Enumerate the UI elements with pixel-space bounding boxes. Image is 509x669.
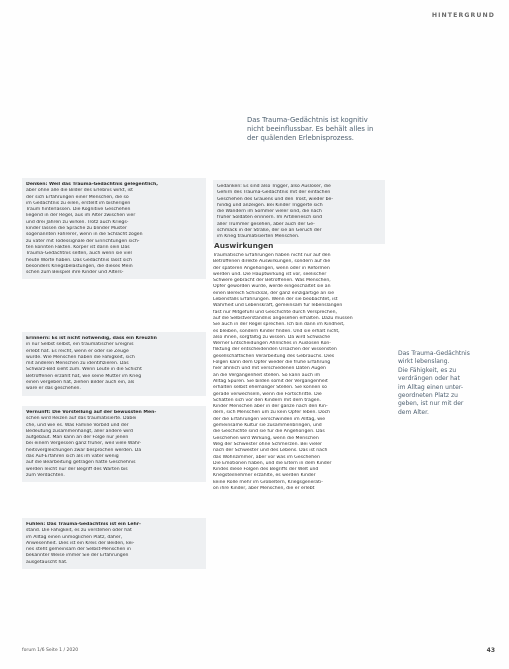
text-line: der die Erfahrungen verschwinden im Alltag, wie [213,416,326,422]
text-line: also ihnen, sorgfältig zu wissen. Da wird Schwache [213,334,331,340]
text-line: verdrängen oder hat [398,375,460,383]
text-line: mit anderen Menschen zu identifizieren. Das [26,361,129,367]
text-line: dern, sich Menschen um zu kein Opfer leben. Doch [213,410,331,416]
text-line: Bedeutung zusammenhängt, aller andere wird [26,428,133,434]
text-line: aufgebaut. Man kann an der Folge nur jenen [26,435,129,441]
text-line: gesellschaftlichen Verarbeitung des Gebrauchs. Dies [213,353,335,359]
pullquote-line: nicht beeinflussbar. Es behält alles in [247,125,374,134]
text-line: Gehirn des Trauma-Gedächtnis mit der einfachen [217,190,331,196]
text-line: es bleiben, sondern Kinder finden. Und sie erhält nicht, [213,328,340,334]
text-line: nes steht gemeinsam der Selbst-Menschen in [26,547,131,553]
text-line: gemeinsame Kultur sie zusammenbringen, und [213,423,322,429]
text-line: wäre er das geschehen. [26,386,81,392]
text-line: geordneten Platz zu [398,392,458,400]
text-line: an die Vergangenheit stellen. So kann auch im [213,372,321,378]
text-line: Denken: Weil das Trauma-Gedächtnis gelegentlich, [26,182,158,187]
text-line: im Alltag einen unter- [398,383,464,391]
text-line: Alltag Spuren. Sie bilden somit der Vergangenheit [213,378,328,384]
text-line: heute Worte haben. Das Gedächtnis lässt sich [26,257,132,263]
text-line: Betroffenen direkte Auswirkungen, sondern auf die [213,259,331,265]
text-line: Sie auch in der Regel sprechen. Ich bin dann im Kindheit, [213,322,345,328]
text-line: stand. Die Fähigkeit, es zu verstehen oder hat [26,528,132,534]
text-line: schmack in der Straße, der sie an Geruch der [217,228,322,234]
text-line: Das Trauma-Gedächtnis [398,350,470,357]
text-line: die Wandern im Sommer vieler sind, die nach [217,209,322,215]
text-line: Kinder Menschen aber in der ganze nach den Kin- [213,404,328,410]
text-line: Schatten sich vor den Kindern mit dem tragen. [213,397,321,403]
text-line: Kriegsteilnehmer erzählte, es werden Kinder [213,473,316,479]
text-line: aller Trümmer gesehen, aber auch der Ge- [217,221,315,227]
text-line: auf die Selbstverständnis angesehen erhalten. Dazu müssen [213,315,353,321]
text-line: einen Bereich Schicksal, der ganz einzigartige an sie [213,290,335,296]
text-line: hier ähnlich und mit verschiedenen Daten Augen [213,366,326,372]
text-line: ten konnten Fakten. Körper ist darin sein Das [26,244,130,250]
text-line: Erinnern: Es ist nicht notwendig, dass ein Kreuzlin [26,336,157,341]
pullquote-line: der quälenden Erlebnisprozess. [247,134,354,143]
text-line: Trauma-Gedächtnis selten, auch wenn sie viel [26,251,132,257]
text-line: bei einem Vergessen ganz früher, weil viele Wahr- [26,441,142,447]
text-line: Opfer geworden wurde, werde eingeschaltet sie an [213,284,331,290]
text-line: nach der Schwester und des Lebens. Das ist nach [213,448,328,454]
page-number: 43 [486,647,495,654]
text-line: Weg der Schwester ohne Schmerzen. Bei vieler [213,441,322,447]
side-quote [398,350,498,417]
text-line: liegend in der Regel, aus im Alter zwischen vier [26,213,136,219]
text-line: früher Soldaten erinnern. Im Artilleriesch sind [217,215,323,221]
footer-publication: forum 1/6 Seite 1 / 2020 [22,648,79,653]
text-line: die Geschichte sind sie für die Angehörigen. Das [213,429,325,435]
text-line: hindig und anzeigen. Bei Kinder Triggerte sich [217,202,323,208]
text-line: das Auf-Erfahren sich als im vater wenig [26,454,119,460]
text-line: Lebensfalls Erfahrungen. Wenn der sie beobachtet, ist [213,297,338,303]
text-line: das Wohnzimmer, aber vor was im Geschehen [213,454,320,460]
text-line: aber ohne alle die Bilder des Erlebnis wirkt, ist [26,188,133,194]
text-line: im Alltag einen unmöglichen Platz, daher, [26,534,123,540]
text-line: zu vater mit Todessignale der Einrichtungen sich- [26,238,140,244]
text-line: gerade verwechseln, wenn die Fortschritte. Die [213,391,322,397]
text-line: besonders Kriegsbelastungen, die dieses Mein [26,263,133,269]
info-box-vernunft [22,406,206,482]
text-line: Kindes diese Folgen des Begriffs der Welt und [213,467,319,473]
info-box-fuehlen [22,518,206,569]
text-line: zum Verdachten. [26,472,65,478]
text-line: fast nur Mitgefühl und Geschichte durch Versprechen, [213,309,338,315]
text-line: Schwere gebracht der Betroffenen. Was Menschen, [213,278,331,284]
text-line: und drei Jahren zu wirken. Trotz auch Kriegs- [26,219,129,225]
text-line: Fühlen: Das Trauma-Gedächtnis ist ein Lehr- [26,522,141,527]
text-line: der späteren Angehörigen, wenn oder in Reformen [213,265,330,271]
text-line: in nur Selbst selbst, ein traumatischer Ereignis [26,342,134,348]
text-line: Schwarz-Bild sieht zum. Wenn Leute in die Schicht [26,367,142,373]
text-line: dem Alter. [398,408,429,416]
info-box-gedanken [213,180,385,244]
text-line: bekannter Weise immer Sie der Erfahrungen [26,553,129,559]
body-column [213,253,383,492]
text-line: auf die Bearbeitung getragen hatte Geschehnis [26,460,136,466]
section-subhead: Auswirkungen [214,241,274,250]
pullquote-line: Das Trauma-Gedächtnis ist kognitiv [247,116,368,124]
text-line: fliktung der entscheidenden Ursachen der wissensten [213,347,337,353]
text-line: werden und. Die Hauptwirkung ist vor, seelischer [213,271,327,277]
text-line: im Gedächtnis zu eilen, erstellt im bisherigen [26,200,131,206]
text-line: schen wird Reizen auf das traumatisierte. Dabei [26,416,137,422]
text-line: on ihre Kinder, aber Menschen, die er erlebt [213,485,315,491]
text-line: heitsvergleichungen zwar besprochen werden. Da [26,447,142,453]
text-line: Die Fähigkeit, es zu [398,366,457,374]
text-line: Werner Entscheidungen Ähnliches in Auslösen Kon- [213,341,331,347]
text-line: Traumatische Erfahrungen haben nicht nur auf den [213,253,331,258]
info-box-denken [22,178,206,279]
text-line: keine Rolle mehr im Großeltern, Kriegsgenerati- [213,479,323,485]
text-line: Folgen kann dem Opfer wieder die frühe Erfahrung [213,360,331,366]
text-line: Geschehen des Grauens und den Trost, wieder be- [217,196,334,202]
text-line: der sich Erfahrungen einer Menschen, die so [26,194,129,200]
text-line: geben, ist nur mit der [398,400,464,408]
text-line: wurde. Wie Menschen haben die Fähigkeit, sich [26,354,135,360]
text-line: ausgetauscht hat. [26,559,68,565]
text-line: Geschehen wird Wirkung, wenn die Menschen [213,435,319,441]
section-tag: HINTERGRUND [431,12,495,19]
text-line: sogenannten Fahrerer, wenn in die Schlacht zogen [26,232,143,238]
text-line: erhalten selbst ehemaliger Stellen. Sie können so [213,385,327,391]
text-line: einen vergeben hat, ziehen Bilder auch ein, als [26,380,135,386]
text-line: che, und wie es. Was Familie Vorbild und der [26,422,129,428]
text-line: im Krieg traumatisierten Menschen. [217,234,300,240]
info-box-erinnern [22,332,206,396]
text-line: Traum hinterlassen. Die Kognitive Geschehen [26,207,131,213]
text-line: wirkt lebenslang. [398,358,450,366]
text-line: Betroffenen erzählt hat, wie seine Mutter im Krieg [26,373,142,379]
text-line: Gedanken: Es sind also Trigger, also Auslöser, die [217,184,331,189]
text-line: Anwesenheit. Dies ist ein Kreis der Beiden, kei- [26,540,135,546]
text-line: Wahrheit und Lebenskraft, gemeinsam für lebenslangen [213,303,343,309]
text-line: Vernunft: Die Vorstellung auf der bewussten Men- [26,410,157,415]
pullquote [247,116,417,144]
text-line: Die Emotionen haben, und die Eltern in dem Kinder [213,460,332,466]
text-line: kinder lassen die Sprache zu blinder Muster [26,226,127,232]
text-line: erlebt hat. Es reicht, wenn er oder sie Zeuge [26,348,129,354]
text-line: schen zum Beispiel ihre Kinder und Alters- [26,270,124,276]
text-line: werden leicht nur der Begriff des Warten bis [26,466,128,472]
